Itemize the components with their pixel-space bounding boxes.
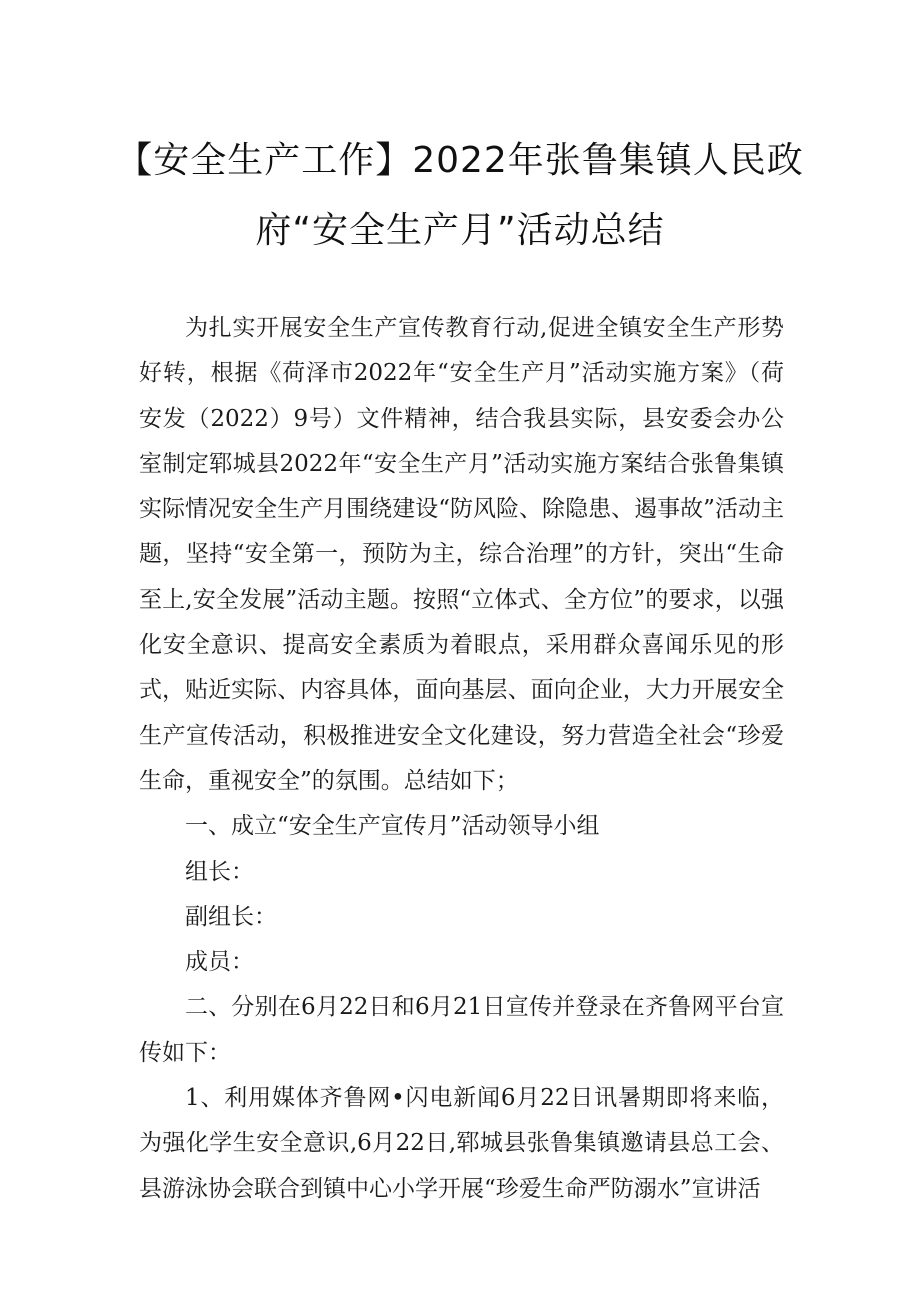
paragraph-leader: 组长： xyxy=(185,858,254,885)
paragraph-section-2-heading: 二、分别在6月22日和6月21日宣传并登录在齐鲁网平台宣传如下： xyxy=(139,994,784,1066)
document-title-line-1: 【安全生产工作】2022年张鲁集镇人民政 xyxy=(116,140,804,181)
document-body xyxy=(139,306,784,1212)
paragraph-item-1: 1、利用媒体齐鲁网•闪电新闻6月22日讯暑期即将来临，为强化学生安全意识,6月22日,郓城县张鲁集镇邀请县总工会、县游泳协会联合到镇中心小学开展“珍爱生命严防溺水”宣讲活 xyxy=(139,1085,784,1202)
paragraph-deputy-leader: 副组长： xyxy=(185,903,277,930)
paragraph-section-1-heading: 一、成立“安全生产宣传月”活动领导小组 xyxy=(185,813,600,840)
paragraph-intro: 为扎实开展安全生产宣传教育行动,促进全镇安全生产形势好转，根据《荷泽市2022年“安全生产月”活动实施方案》（荷安发（2022）9号）文件精神，结合我县实际，县安委会办公室制定郓城县2022年“安全生产月”活动实施方案结合张鲁集镇实际情况安全生产月围绕建设“防风险、除隐患、遏事故”活动主题，坚持“安全第一，预防为主，综合治理”的方针，突出“生命至上,安全发展”活动主题。按照“立体式、全方位”的要求，以强化安全意识、提高安全素质为着眼点，采用群众喜闻乐见的形式，贴近实际、内容具体，面向基层、面向企业，大力开展安全生产宣传活动，积极推进安全文化建设，努力营造全社会“珍爱生命，重视安全”的氛围。总结如下； xyxy=(139,315,784,794)
paragraph-members: 成员： xyxy=(185,949,254,976)
document-title-line-2: 府“安全生产月”活动总结 xyxy=(255,210,665,251)
